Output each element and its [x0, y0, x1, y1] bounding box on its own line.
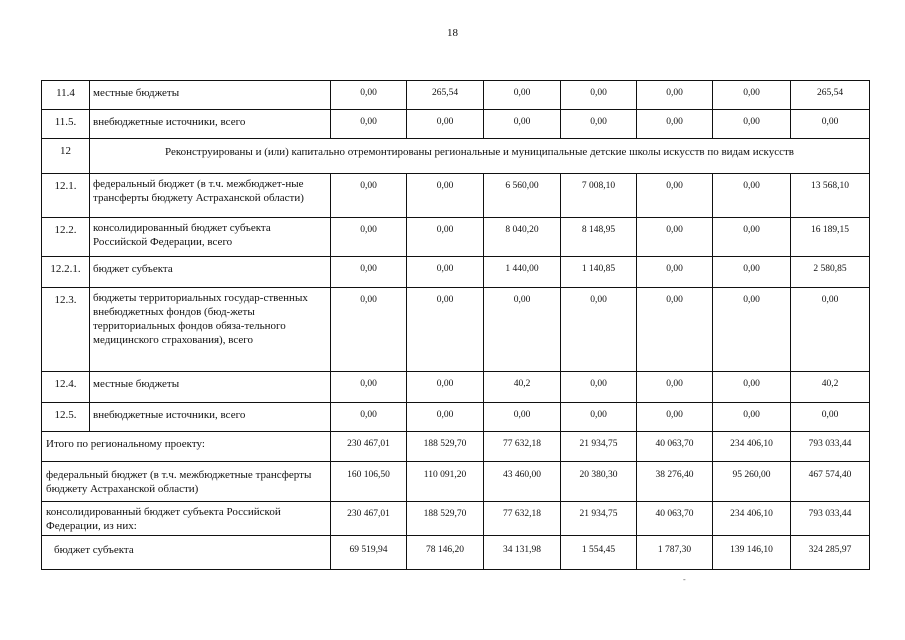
value-cell: 793 033,44	[791, 502, 870, 536]
value-cell: 0,00	[561, 110, 637, 139]
row-label: внебюджетные источники, всего	[90, 110, 331, 139]
value-cell: 0,00	[561, 81, 637, 110]
value-cell: 0,00	[331, 81, 407, 110]
value-cell: 0,00	[331, 403, 407, 432]
value-cell: 43 460,00	[484, 462, 561, 502]
value-cell: 188 529,70	[407, 502, 484, 536]
total-label: федеральный бюджет (в т.ч. межбюджетные трансферты бюджету Астраханской области)	[42, 462, 331, 502]
budget-table	[41, 80, 870, 570]
value-cell: 0,00	[331, 110, 407, 139]
table-row	[42, 110, 870, 139]
value-cell: 0,00	[713, 174, 791, 218]
value-cell: 40,2	[484, 372, 561, 403]
page-number: 18	[447, 27, 458, 39]
row-code: 12.1.	[42, 174, 90, 218]
row-label: бюджеты территориальных государ-ственных внебюджетных фондов (бюд-жеты территориальных фондов обяза-тельного медицинского страхования), всего	[90, 288, 331, 372]
value-cell: 0,00	[407, 403, 484, 432]
value-cell: 0,00	[407, 372, 484, 403]
value-cell: 77 632,18	[484, 502, 561, 536]
value-cell: 0,00	[637, 218, 713, 257]
value-cell: 78 146,20	[407, 536, 484, 570]
total-row	[42, 462, 870, 502]
value-cell: 0,00	[713, 257, 791, 288]
value-cell: 0,00	[637, 174, 713, 218]
value-cell: 0,00	[791, 403, 870, 432]
value-cell: 0,00	[407, 110, 484, 139]
value-cell: 0,00	[484, 81, 561, 110]
value-cell: 234 406,10	[713, 502, 791, 536]
scan-speck: -	[683, 575, 686, 584]
value-cell: 1 787,30	[637, 536, 713, 570]
value-cell: 188 529,70	[407, 432, 484, 462]
value-cell: 1 140,85	[561, 257, 637, 288]
value-cell: 0,00	[331, 288, 407, 372]
value-cell: 265,54	[407, 81, 484, 110]
value-cell: 69 519,94	[331, 536, 407, 570]
section-row	[42, 139, 870, 174]
value-cell: 0,00	[791, 288, 870, 372]
value-cell: 0,00	[407, 218, 484, 257]
value-cell: 0,00	[637, 81, 713, 110]
total-row	[42, 502, 870, 536]
row-code: 11.5.	[42, 110, 90, 139]
value-cell: 0,00	[331, 218, 407, 257]
row-label: местные бюджеты	[90, 81, 331, 110]
value-cell: 265,54	[791, 81, 870, 110]
total-label: Итого по региональному проекту:	[42, 432, 331, 462]
table-row	[42, 81, 870, 110]
value-cell: 0,00	[331, 257, 407, 288]
value-cell: 0,00	[713, 372, 791, 403]
value-cell: 1 554,45	[561, 536, 637, 570]
value-cell: 0,00	[407, 257, 484, 288]
value-cell: 230 467,01	[331, 502, 407, 536]
value-cell: 13 568,10	[791, 174, 870, 218]
table-row	[42, 372, 870, 403]
value-cell: 1 440,00	[484, 257, 561, 288]
value-cell: 21 934,75	[561, 502, 637, 536]
total-row	[42, 536, 870, 570]
value-cell: 7 008,10	[561, 174, 637, 218]
value-cell: 38 276,40	[637, 462, 713, 502]
section-title: Реконструированы и (или) капитально отремонтированы региональные и муниципальные детские школы искусств по видам искусств	[90, 139, 870, 174]
row-code: 12.2.	[42, 218, 90, 257]
value-cell: 8 148,95	[561, 218, 637, 257]
table-row	[42, 403, 870, 432]
row-label: федеральный бюджет (в т.ч. межбюджет-ные трансферты бюджету Астраханской области)	[90, 174, 331, 218]
value-cell: 0,00	[561, 288, 637, 372]
value-cell: 0,00	[561, 403, 637, 432]
value-cell: 0,00	[713, 81, 791, 110]
value-cell: 0,00	[713, 218, 791, 257]
value-cell: 234 406,10	[713, 432, 791, 462]
value-cell: 77 632,18	[484, 432, 561, 462]
value-cell: 0,00	[331, 174, 407, 218]
value-cell: 0,00	[561, 372, 637, 403]
value-cell: 40 063,70	[637, 432, 713, 462]
value-cell: 139 146,10	[713, 536, 791, 570]
value-cell: 160 106,50	[331, 462, 407, 502]
row-code: 11.4	[42, 81, 90, 110]
total-label: бюджет субъекта	[42, 536, 331, 570]
value-cell: 16 189,15	[791, 218, 870, 257]
value-cell: 0,00	[484, 110, 561, 139]
value-cell: 0,00	[713, 403, 791, 432]
row-label: бюджет субъекта	[90, 257, 331, 288]
value-cell: 34 131,98	[484, 536, 561, 570]
value-cell: 230 467,01	[331, 432, 407, 462]
table-row	[42, 257, 870, 288]
table-row	[42, 174, 870, 218]
value-cell: 40,2	[791, 372, 870, 403]
row-label: местные бюджеты	[90, 372, 331, 403]
value-cell: 95 260,00	[713, 462, 791, 502]
value-cell: 0,00	[484, 288, 561, 372]
value-cell: 40 063,70	[637, 502, 713, 536]
value-cell: 467 574,40	[791, 462, 870, 502]
value-cell: 0,00	[637, 110, 713, 139]
value-cell: 0,00	[713, 110, 791, 139]
value-cell: 110 091,20	[407, 462, 484, 502]
value-cell: 0,00	[791, 110, 870, 139]
value-cell: 2 580,85	[791, 257, 870, 288]
row-code: 12	[42, 139, 90, 174]
row-code: 12.4.	[42, 372, 90, 403]
value-cell: 8 040,20	[484, 218, 561, 257]
total-label: консолидированный бюджет субъекта Российской Федерации, из них:	[42, 502, 331, 536]
value-cell: 0,00	[407, 288, 484, 372]
value-cell: 0,00	[484, 403, 561, 432]
value-cell: 0,00	[637, 403, 713, 432]
value-cell: 324 285,97	[791, 536, 870, 570]
value-cell: 6 560,00	[484, 174, 561, 218]
value-cell: 0,00	[637, 257, 713, 288]
value-cell: 0,00	[637, 372, 713, 403]
row-label: внебюджетные источники, всего	[90, 403, 331, 432]
value-cell: 0,00	[713, 288, 791, 372]
value-cell: 793 033,44	[791, 432, 870, 462]
row-code: 12.5.	[42, 403, 90, 432]
value-cell: 21 934,75	[561, 432, 637, 462]
total-row	[42, 432, 870, 462]
row-code: 12.3.	[42, 288, 90, 372]
row-code: 12.2.1.	[42, 257, 90, 288]
value-cell: 0,00	[331, 372, 407, 403]
row-label: консолидированный бюджет субъекта Российской Федерации, всего	[90, 218, 331, 257]
value-cell: 0,00	[407, 174, 484, 218]
table-row	[42, 218, 870, 257]
value-cell: 0,00	[637, 288, 713, 372]
table-row	[42, 288, 870, 372]
value-cell: 20 380,30	[561, 462, 637, 502]
